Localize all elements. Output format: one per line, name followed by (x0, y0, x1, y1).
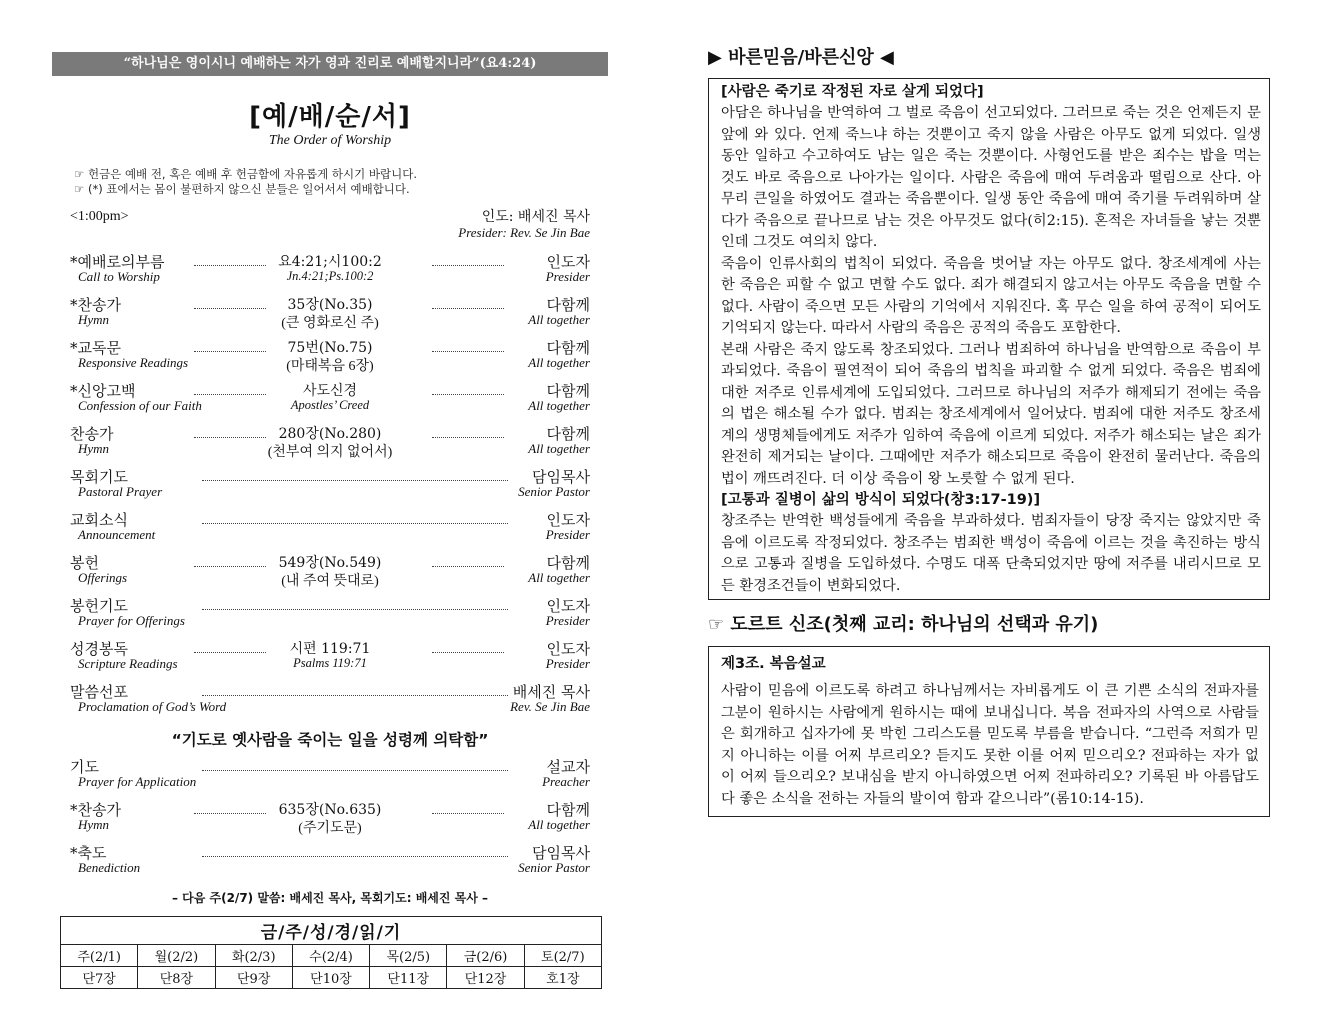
faith-heading-2: [고통과 질병이 삶의 방식이 되었다(창3:17-19)] (721, 492, 1041, 508)
order-item (52, 507, 608, 550)
item-name-en: Offerings (78, 570, 128, 585)
presider-ko: 인도: 배세진 목사 (481, 209, 590, 225)
leader-dots (194, 394, 266, 395)
leader-dots (432, 813, 504, 814)
leader-dots (194, 566, 266, 567)
item-role-en: All together (528, 312, 590, 327)
faith-article-box (708, 78, 1270, 600)
item-role-ko: 다함께 (546, 554, 590, 572)
item-role-ko: 인도자 (546, 640, 590, 658)
dort-article-box (708, 646, 1270, 817)
leader-dots (194, 265, 266, 266)
next-week-notice: – 다음 주(2/7) 말씀: 배세진 목사, 목회기도: 배세진 목사 – (171, 891, 489, 905)
item-name-en: Benediction (78, 860, 141, 875)
reading-day: 주(2/1) (61, 945, 138, 967)
item-detail: 280장(No.280) (278, 426, 382, 442)
leader-dots (202, 856, 508, 857)
item-role-ko: 다함께 (546, 801, 590, 819)
item-role-en: Presider (545, 613, 590, 628)
note-offering: ☞ 헌금은 예배 전, 혹은 예배 후 헌금함에 자유롭게 하시기 바랍니다. (74, 167, 418, 181)
item-role-ko: 다함께 (546, 425, 590, 443)
reading-chapter: 단12장 (447, 967, 524, 989)
item-name-ko: 목회기도 (70, 468, 128, 486)
item-role-ko: 담임목사 (532, 468, 590, 486)
item-detail-sub: Jn.4:21;Ps.100:2 (286, 269, 374, 283)
sermon-title: “기도로 옛사람을 죽이는 일을 성령께 의탁함” (171, 731, 489, 749)
item-detail: 요4:21;시100:2 (278, 254, 382, 270)
item-role-ko: 인도자 (546, 511, 590, 529)
leader-dots (432, 351, 504, 352)
faith-paragraph: 창조주는 반역한 백성들에게 죽음을 부과하셨다. 범죄자들이 당장 죽지는 않았지만 죽음에 이르도록 작정되었다. 창조주는 범죄한 백성이 죽음에 이르는 것을 촉진하는 방식으로 고통과 질병을 도입하셨다. 수명도 대폭 단축되었지만 땅에 저주를 내리시므로 모든 환경조건들이 변화되었다. (721, 513, 1261, 594)
worship-order-page (52, 52, 608, 989)
item-role-en: All together (528, 398, 590, 413)
reading-day: 화(2/3) (215, 945, 292, 967)
item-name-ko: *예배로의부름 (70, 253, 165, 271)
item-name-ko: 봉헌 (70, 554, 99, 572)
reading-title: 금/주/성/경/읽/기 (61, 917, 602, 945)
item-name-en: Prayer for Application (78, 774, 197, 789)
item-role-ko: 인도자 (546, 597, 590, 615)
order-item (52, 840, 608, 883)
reading-days-row (61, 945, 602, 967)
reading-day: 목(2/5) (370, 945, 447, 967)
item-role-ko: 담임목사 (532, 844, 590, 862)
item-name-en: Pastoral Prayer (78, 484, 163, 499)
time-row (52, 209, 608, 249)
worship-notes (74, 167, 608, 197)
leader-dots (432, 394, 504, 395)
presider-block (458, 209, 590, 241)
item-name-ko: 찬송가 (70, 425, 114, 443)
item-detail-sub: (내 주여 뜻대로) (281, 574, 379, 589)
item-role-en: All together (528, 817, 590, 832)
item-name-en: Proclamation of God’s Word (78, 699, 227, 714)
leader-dots (432, 265, 504, 266)
leader-dots (202, 523, 508, 524)
item-role-en: Senior Pastor (518, 484, 590, 499)
item-detail: 사도신경 (302, 383, 358, 399)
order-item (52, 593, 608, 636)
item-name-ko: 기도 (70, 758, 99, 776)
faith-paragraph: 아담은 하나님을 반역하여 그 벌로 죽음이 선고되었다. 그러므로 죽는 것은 언제든지 문 앞에 와 있다. 언제 죽느냐 하는 것뿐이고 죽지 않을 사람은 아무도 없게 되었다. 일생 동안 일하고 수고하여도 남는 일은 죽는 것뿐이다. 사형언도를 받은 죄수는 밥을 먹는 것도 바로 죽음으로 나아가는 일이다. 사람은 죽음에 매여 두려움과 떨림으로 산다. 아무리 큰일을 하였어도 결과는 죽음뿐이다. 일생 동안 죽음에 매여 죽기를 두려워하며 살다가 죽음으로 끝나므로 남는 것은 아무것도 없다(히2:15). 혼적은 자녀들을 낳는 것뿐인데 그것도 여의치 않다. (721, 105, 1261, 250)
faith-heading-1: [사람은 죽기로 작정된 자로 살게 되었다] (721, 84, 984, 100)
reading-day: 토(2/7) (524, 945, 601, 967)
service-time: <1:00pm> (70, 209, 129, 224)
order-item (52, 636, 608, 679)
item-role-ko: 다함께 (546, 382, 590, 400)
reading-chapter: 단8장 (138, 967, 215, 989)
item-name-ko: 말씀선포 (70, 683, 128, 701)
reading-day: 월(2/2) (138, 945, 215, 967)
item-role-ko: 설교자 (546, 758, 590, 776)
leader-dots (194, 652, 266, 653)
item-name-ko: 봉헌기도 (70, 597, 128, 615)
order-item (52, 550, 608, 593)
leader-dots (194, 351, 266, 352)
item-detail: 635장(No.635) (278, 802, 382, 818)
item-detail-sub: Psalms 119:71 (293, 656, 367, 670)
reading-chapter: 단10장 (292, 967, 369, 989)
item-role-en: All together (528, 441, 590, 456)
item-detail: 75번(No.75) (287, 340, 373, 356)
item-role-en: Presider (545, 269, 590, 284)
leader-dots (202, 609, 508, 610)
order-item (52, 464, 608, 507)
item-detail: 35장(No.35) (287, 297, 373, 313)
item-detail: 549장(No.549) (278, 555, 382, 571)
item-role-ko: 인도자 (546, 253, 590, 271)
item-name-en: Confession of our Faith (78, 398, 202, 413)
leader-dots (202, 480, 508, 481)
right-page (708, 44, 1270, 817)
reading-day: 수(2/4) (292, 945, 369, 967)
reading-chapter: 단9장 (215, 967, 292, 989)
dort-article-title: 제3조. 복음설교 (721, 656, 826, 672)
leader-dots (202, 695, 508, 696)
item-detail-sub: (마태복음 6장) (286, 359, 374, 374)
item-role-ko: 배세진 목사 (512, 683, 590, 701)
dort-article-body: 사람이 믿음에 이르도록 하려고 하나님께서는 자비롭게도 이 큰 기쁜 소식의 전파자를 그분이 원하시는 사람에게 원하시는 때에 보내십니다. 복음 전파자의 사역으로 사람들은 회개하고 십자가에 못 박힌 그리스도를 믿도록 부름을 받습니다. “그런즉 저희가 믿지 아니하는 이를 어찌 부르리오? 듣지도 못한 이를 어찌 믿으리오? 전파하는 자가 없이 어찌 들으리오? 보내심을 받지 아니하였으면 어찌 전파하리오? 기록된 바 아름답도다 좋은 소식을 전하는 자들의 발이여 함과 같으니라”(롬10:14-15). (721, 683, 1259, 807)
order-items (52, 249, 608, 722)
reading-chapter: 단11장 (370, 967, 447, 989)
weekly-reading-table (60, 916, 602, 989)
order-title: [예/배/순/서] (249, 102, 411, 132)
item-role-en: Presider (545, 527, 590, 542)
item-role-en: All together (528, 355, 590, 370)
faith-paragraph: 본래 사람은 죽지 않도록 창조되었다. 그러나 범죄하여 하나님을 반역함으로 죽음이 부과되었다. 죽음이 필연적이 되어 죽음의 법칙을 파괴할 수 없게 되었다. 죽음은 범죄에 대한 저주로 인류세계에 도입되었다. 그러므로 하나님의 저주가 해제되기 전에는 죽음의 법은 해소될 수가 없다. 범죄는 창조세계에서 일어났다. 범죄에 대한 저주도 창조세계의 생명체들에게도 저주가 임하여 죽음에 이르게 되었다. 저주가 해소되는 날은 죄가 완전히 제거되는 날이다. 그때에만 저주가 해소되므로 죽음이 완전히 물러난다. 죽음의 법이 깨뜨려진다. 더 이상 죽음이 왕 노릇할 수 없게 된다. (721, 341, 1261, 487)
reading-chapter: 단7장 (61, 967, 138, 989)
item-name-en: Prayer for Offerings (78, 613, 185, 628)
item-name-en: Scripture Readings (78, 656, 178, 671)
dort-section-title: ☞ 도르트 신조(첫째 교리: 하나님의 선택과 유기) (708, 614, 1099, 635)
item-name-en: Call to Worship (78, 269, 160, 284)
order-item (52, 292, 608, 335)
order-subtitle: The Order of Worship (268, 133, 392, 148)
item-detail-sub: (큰 영화로신 주) (281, 316, 379, 331)
item-detail-sub: (천부여 의지 없어서) (267, 445, 393, 460)
item-role-en: Presider (545, 656, 590, 671)
order-item (52, 797, 608, 840)
item-role-en: All together (528, 570, 590, 585)
item-name-en: Hymn (78, 312, 110, 327)
item-role-ko: 다함께 (546, 296, 590, 314)
order-item (52, 378, 608, 421)
order-items-after-sermon (52, 754, 608, 883)
leader-dots (432, 566, 504, 567)
order-item (52, 335, 608, 378)
item-detail-sub: (주기도문) (298, 821, 362, 836)
item-detail-sub: Apostles’ Creed (290, 398, 370, 412)
leader-dots (194, 813, 266, 814)
item-name-ko: *교독문 (70, 339, 121, 357)
leader-dots (202, 770, 508, 771)
item-name-ko: *찬송가 (70, 296, 121, 314)
leader-dots (432, 308, 504, 309)
faith-paragraph: 죽음이 인류사회의 법칙이 되었다. 죽음을 벗어날 자는 아무도 없다. 창조세계에 사는 한 죽음은 피할 수 없고 면할 수도 없다. 죄가 해결되지 않고서는 아무도 죽음을 면할 수 없다. 사람이 죽으면 모든 사람의 기억에서 지워진다. 혹 무슨 일을 하여 공적이 되어도 기억되지 않는다. 따라서 사람의 죽음은 공적의 죽음도 포함한다. (721, 255, 1261, 336)
item-name-ko: *축도 (70, 844, 107, 862)
item-name-ko: 교회소식 (70, 511, 128, 529)
faith-section-title: ▶ 바른믿음/바른신앙 ◀ (708, 47, 894, 68)
item-name-ko: 성경봉독 (70, 640, 128, 658)
item-name-en: Announcement (78, 527, 156, 542)
item-name-en: Responsive Readings (78, 355, 189, 370)
item-role-ko: 다함께 (546, 339, 590, 357)
reading-chapter: 호1장 (524, 967, 601, 989)
item-name-ko: *신앙고백 (70, 382, 136, 400)
item-role-en: Senior Pastor (518, 860, 590, 875)
order-item (52, 679, 608, 722)
item-name-en: Hymn (78, 441, 110, 456)
order-item (52, 754, 608, 797)
presider-en: Presider: Rev. Se Jin Bae (458, 225, 590, 240)
scripture-banner: “하나님은 영이시니 예배하는 자가 영과 진리로 예배할지니라”(요4:24) (52, 52, 608, 76)
leader-dots (194, 437, 266, 438)
item-detail: 시편 119:71 (289, 641, 371, 657)
item-name-ko: *찬송가 (70, 801, 121, 819)
order-item (52, 249, 608, 292)
leader-dots (432, 437, 504, 438)
note-standing: ☞ (*) 표에서는 몸이 불편하지 않으신 분들은 일어서서 예배합니다. (74, 182, 410, 196)
item-role-en: Preacher (542, 774, 590, 789)
leader-dots (432, 652, 504, 653)
reading-chapters-row (61, 967, 602, 989)
order-item (52, 421, 608, 464)
reading-day: 금(2/6) (447, 945, 524, 967)
item-name-en: Hymn (78, 817, 110, 832)
leader-dots (194, 308, 266, 309)
item-role-en: Rev. Se Jin Bae (510, 699, 590, 714)
